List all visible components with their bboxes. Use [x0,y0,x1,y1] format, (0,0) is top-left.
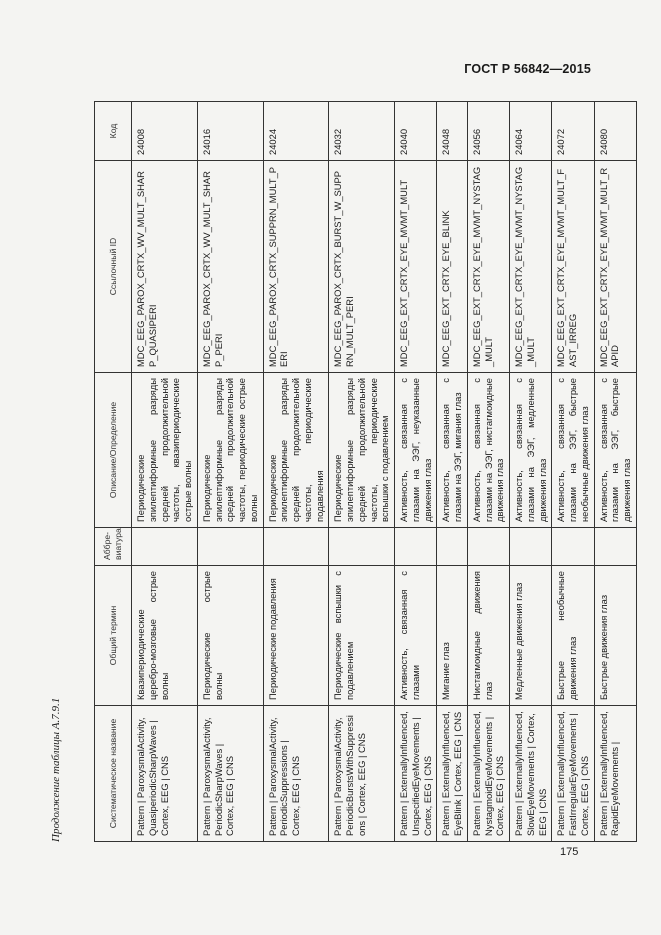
cell-systematic: Pattern | ExternallyInfluenced, EyeBlink | Cortex, EEG | CNS [437,706,468,842]
page-number: 175 [560,846,579,858]
table-row [467,102,509,842]
cell-term: Активность, связанная с глазами [395,566,437,706]
table-caption: Продолжение таблицы А.7.9.1 [50,697,62,842]
cell-description: Периодические эпилептиформные разряды средней продолжительной частоты, периодические вспышки с подавлением [329,373,395,528]
cell-abbr [437,528,468,566]
cell-abbr [132,528,198,566]
table-row [437,102,468,842]
table-row [263,102,329,842]
cell-code: 24064 [510,102,552,161]
cell-abbr [395,528,437,566]
cell-abbr [594,528,636,566]
cell-code: 24016 [197,102,263,161]
cell-abbr [329,528,395,566]
cell-code: 24056 [467,102,509,161]
cell-term: Периодические острые волны [197,566,263,706]
cell-ref-id: MDC_EEG_PAROX_CRTX_WV_MULT_SHARP_QUASIPERI [132,161,198,373]
cell-code: 24072 [552,102,594,161]
table-row [329,102,395,842]
cell-description: Активность, связанная с глазами на ЭЭГ, быстрые движения глаз [594,373,636,528]
cell-code: 24008 [132,102,198,161]
cell-systematic: Pattern | ExternallyInfluenced, UnspecifiedEyeMovements | Cortex, EEG | CNS [395,706,437,842]
cell-term: Квазипериодические церебро-мозговые острые волны [132,566,198,706]
cell-term: Быстрые необычные движения глаз [552,566,594,706]
cell-term: Периодические вспышки с подавлением [329,566,395,706]
cell-ref-id: MDC_EEG_EXT_CRTX_EYE_MVMT_MULT_RAPID [594,161,636,373]
cell-ref-id: MDC_EEG_EXT_CRTX_EYE_MVMT_MULT_FAST_IRREG [552,161,594,373]
cell-abbr [467,528,509,566]
cell-systematic: Pattern | ParoxysmalActivity, PeriodicBurstsWithSuppressions | Cortex, EEG | CNS [329,706,395,842]
cell-systematic: Pattern | ExternallyInfluenced, SlowEyeMovements | Cortex, EEG | CNS [510,706,552,842]
cell-abbr [510,528,552,566]
table-row [552,102,594,842]
table-row [197,102,263,842]
cell-ref-id: MDC_EEG_EXT_CRTX_EYE_MVMT_MULT [395,161,437,373]
cell-code: 24080 [594,102,636,161]
cell-ref-id: MDC_EEG_PAROX_CRTX_WV_MULT_SHARP_PERI [197,161,263,373]
cell-ref-id: MDC_EEG_EXT_CRTX_EYE_MVMT_NYSTAG_MULT [467,161,509,373]
cell-ref-id: MDC_EEG_PAROX_CRTX_BURST_W_SUPPRN_MULT_PERI [329,161,395,373]
col-header-abbr: Аббре-виатура [95,528,132,566]
terms-table [94,101,637,842]
cell-description: Периодические эпилептиформные разряды средней продолжительной частоты, квазипериодические острые волны [132,373,198,528]
cell-code: 24040 [395,102,437,161]
table-row [132,102,198,842]
cell-systematic: Pattern | ExternallyInfluenced, NystagmoidEyeMovements | Cortex, EEG | CNS [467,706,509,842]
cell-term: Периодические подавления [263,566,329,706]
cell-abbr [197,528,263,566]
cell-term: Мигание глаз [437,566,468,706]
cell-description: Активность, связанная с глазами на ЭЭГ, неуказанные движения глаз [395,373,437,528]
cell-systematic: Pattern | ParoxysmalActivity, PeriodicSharpWaves | Cortex, EEG | CNS [197,706,263,842]
cell-ref-id: MDC_EEG_EXT_CRTX_EYE_MVMT_NYSTAG_MULT [510,161,552,373]
cell-description: Периодические эпилептиформные разряды средней продолжительной частоты, периодические подавления [263,373,329,528]
cell-term: Нистагмоидные движения глаз [467,566,509,706]
rotated-table-container [50,102,632,842]
col-header-ref-id: Ссылочный ID [95,161,132,373]
cell-systematic: Pattern | ParoxysmalActivity, QuasiperiodicSharpWaves | Cortex, EEG | CNS [132,706,198,842]
table-header-row [95,102,132,842]
table-row [395,102,437,842]
cell-ref-id: MDC_EEG_EXT_CRTX_EYE_BLINK [437,161,468,373]
cell-systematic: Pattern | ParoxysmalActivity, PeriodicSuppressions | Cortex, EEG | CNS [263,706,329,842]
cell-systematic: Pattern | ExternallyInfluenced, FastIrregularEyeMovements | Cortex, EEG | CNS [552,706,594,842]
cell-code: 24032 [329,102,395,161]
cell-description: Активность, связанная с глазами на ЭЭГ, мигания глаз [437,373,468,528]
cell-description: Активность, связанная с глазами на ЭЭГ, быстрые необычные движения глаз [552,373,594,528]
col-header-description: Описание/Определение [95,373,132,528]
cell-abbr [263,528,329,566]
cell-ref-id: MDC_EEG_PAROX_CRTX_SUPPRN_MULT_PERI [263,161,329,373]
table-row [594,102,636,842]
cell-description: Периодические эпилептиформные разряды средней продолжительной частоты, периодические острые волны [197,373,263,528]
cell-term: Быстрые движения глаз [594,566,636,706]
cell-abbr [552,528,594,566]
cell-description: Активность, связанная с глазами на ЭЭГ, нистагмоидные движения глаз [467,373,509,528]
table-row [510,102,552,842]
col-header-systematic: Систематическое название [95,706,132,842]
col-header-term: Общий термин [95,566,132,706]
cell-description: Активность, связанная с глазами на ЭЭГ, медленные движения глаз [510,373,552,528]
standard-header: ГОСТ Р 56842—2015 [464,62,591,76]
cell-systematic: Pattern | ExternallyInfluenced, RapidEyeMovements | [594,706,636,842]
cell-code: 24048 [437,102,468,161]
col-header-code: Код [95,102,132,161]
cell-code: 24024 [263,102,329,161]
cell-term: Медленные движения глаз [510,566,552,706]
